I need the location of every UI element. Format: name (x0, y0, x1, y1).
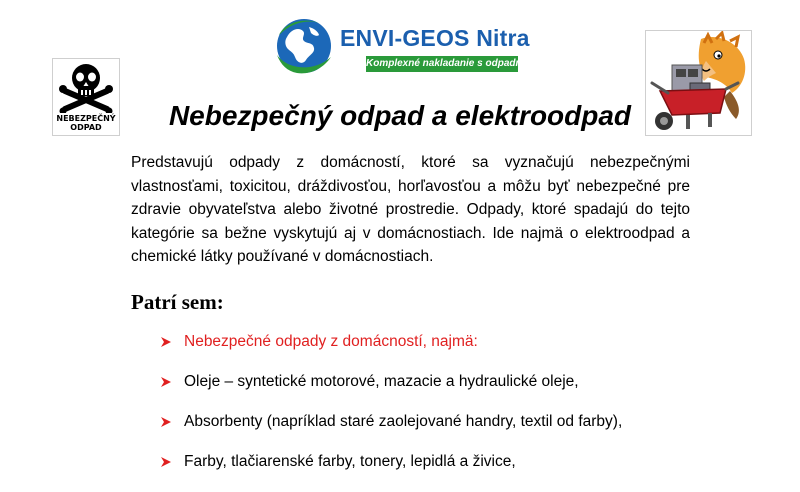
company-logo (270, 15, 540, 81)
arrow-bullet-icon (160, 416, 172, 428)
list-item-text: Farby, tlačiarenské farby, tonery, lepidlá a živice, (184, 453, 516, 470)
waste-list (160, 332, 622, 492)
brand-tagline: Komplexné nakladanie s odpadmi (366, 56, 518, 72)
list-item (160, 372, 622, 412)
hazard-label-line1: NEBEZPEČNÝ (56, 114, 116, 123)
list-item-text: Absorbenty (napríklad staré zaolejované handry, textil od farby), (184, 413, 623, 430)
list-item-text: Oleje – syntetické motorové, mazacie a hydraulické oleje, (184, 373, 579, 390)
globe-icon (273, 15, 335, 77)
arrow-bullet-icon (160, 336, 172, 348)
intro-text: Predstavujú odpady z domácností, ktoré sa vyznačujú nebezpečnými vlastnosťami, toxicitou, dráždivosťou, horľavosťou a môžu byť nebezpečné pre zdravie obyvateľstva alebo životné prostredie. Odpady, ktoré spadajú do tejto kategórie sa bežne vyskytujú aj v domácnostiach. Ide najmä o elektroodpad a chemické látky používané v domácnostiach. (131, 154, 690, 265)
arrow-bullet-icon (160, 376, 172, 388)
list-item (160, 452, 622, 492)
section-heading: Patrí sem: (131, 290, 224, 314)
brand-name: ENVI-GEOS Nitra (340, 25, 530, 51)
list-item-text: Nebezpečné odpady z domácností, najmä: (184, 333, 478, 350)
list-item (160, 412, 622, 452)
intro-paragraph (131, 151, 690, 269)
page-title: Nebezpečný odpad a elektroodpad (168, 100, 632, 131)
list-item (160, 332, 622, 372)
hazard-label-line2: ODPAD (70, 123, 102, 132)
arrow-bullet-icon (160, 456, 172, 468)
